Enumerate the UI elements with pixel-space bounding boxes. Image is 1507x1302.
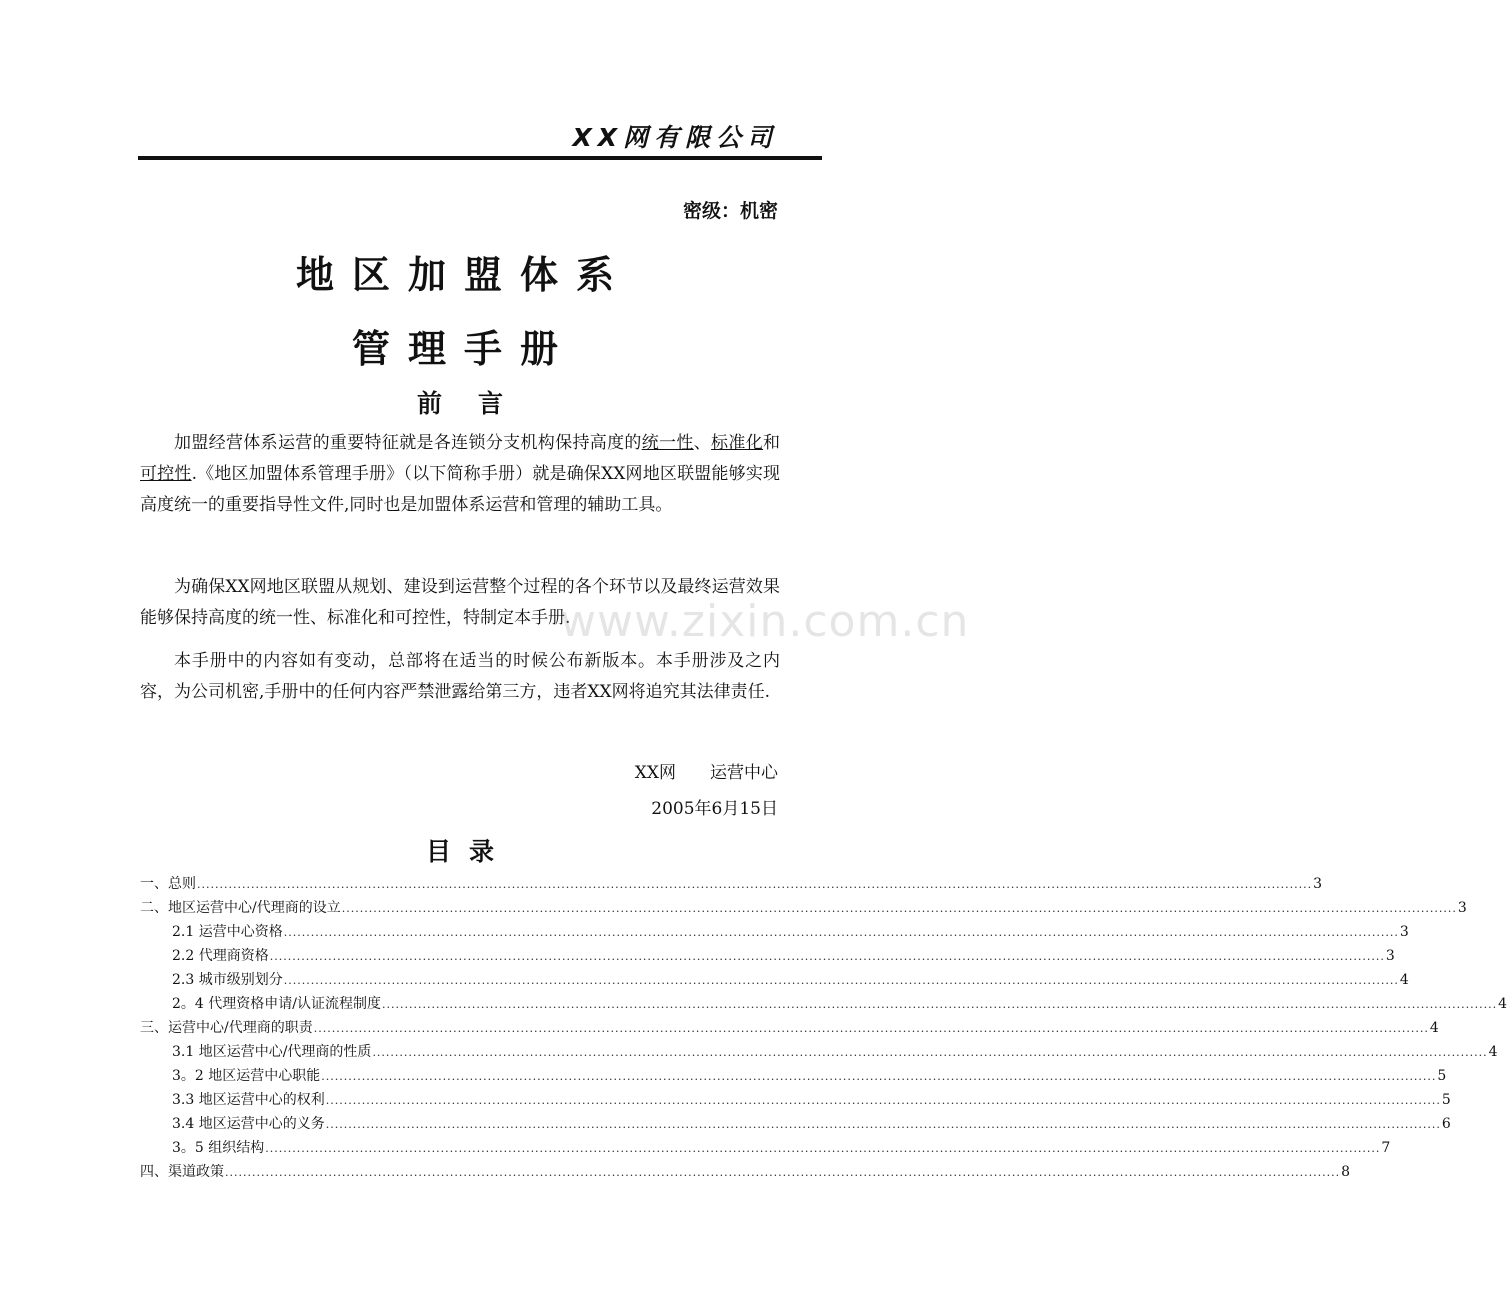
toc-entry[interactable] [140, 920, 1409, 944]
toc-entry-label: 3.4 地区运营中心的义务 [172, 1116, 325, 1132]
toc-leader-dots [342, 897, 1457, 921]
toc-leader-dots [284, 921, 1399, 945]
classification-label: 密级：机密 [682, 200, 778, 222]
toc-leader-dots [314, 1017, 1429, 1041]
toc-leader-dots [284, 969, 1399, 993]
toc-leader-dots [382, 993, 1497, 1017]
toc-entry[interactable] [140, 1136, 1391, 1160]
toc-entry-label: 3.1 地区运营中心/代理商的性质 [172, 1044, 372, 1060]
toc-entry-page: 6 [1441, 1116, 1451, 1132]
preface-paragraph-2: 为确保XX网地区联盟从规划、建设到运营整个过程的各个环节以及最终运营效果能够保持高度的统一性、标准化和可控性，特制定本手册. [140, 577, 780, 628]
toc-entry[interactable] [140, 896, 1467, 920]
toc-entry-label: 2.1 运营中心资格 [172, 924, 283, 940]
preface-paragraph-3: 本手册中的内容如有变动，总部将在适当的时候公布新版本。本手册涉及之内容，为公司机密,手册中的任何内容严禁泄露给第三方，违者XX网将追究其法律责任. [140, 651, 780, 702]
toc-leader-dots [225, 1161, 1340, 1185]
toc-entry[interactable] [140, 1112, 1451, 1136]
toc-entry-page: 3 [1313, 876, 1323, 892]
watermark: www.zixin.com.cn [560, 596, 970, 647]
signature-org: XX网 运营中心 [634, 763, 778, 783]
toc-entry-page: 4 [1498, 996, 1507, 1012]
toc-entry-label: 一、总则 [140, 876, 196, 892]
toc-entry[interactable] [140, 1160, 1351, 1184]
toc-leader-dots [326, 1113, 1441, 1137]
toc-entry-page: 3 [1399, 924, 1409, 940]
underlined-term: 可控性 [140, 464, 192, 484]
toc-entry-page: 4 [1429, 1020, 1439, 1036]
toc-entry[interactable] [140, 1088, 1451, 1112]
toc-entry-page: 3 [1457, 900, 1467, 916]
toc-entry[interactable] [140, 1040, 1498, 1064]
toc-leader-dots [265, 1137, 1380, 1161]
toc-entry-label: 2.3 城市级别划分 [172, 972, 283, 988]
toc-entry[interactable] [140, 1064, 1447, 1088]
toc-entry-page: 3 [1385, 948, 1395, 964]
document-title-line1: 地区加盟体系 [295, 253, 632, 297]
toc-entry-label: 三、运营中心/代理商的职责 [140, 1020, 313, 1036]
document-title-line2: 管理手册 [351, 327, 576, 371]
toc-entry-page: 8 [1341, 1164, 1351, 1180]
table-of-contents [140, 872, 1507, 1184]
underlined-term: 统一性 [641, 433, 694, 453]
signature-date: 2005年6月15日 [651, 799, 778, 819]
toc-entry[interactable] [140, 1016, 1439, 1040]
toc-entry[interactable] [140, 944, 1395, 968]
underlined-term: 标准化 [711, 433, 764, 453]
toc-leader-dots [270, 945, 1385, 969]
toc-entry-page: 4 [1399, 972, 1409, 988]
toc-leader-dots [321, 1065, 1436, 1089]
toc-entry[interactable] [140, 872, 1323, 896]
toc-entry-label: 二、地区运营中心/代理商的设立 [140, 900, 341, 916]
toc-entry-label: 3.3 地区运营中心的权利 [172, 1092, 325, 1108]
toc-entry-page: 4 [1488, 1044, 1498, 1060]
company-name: XX网有限公司 [572, 123, 778, 152]
preface-heading: 前言 [416, 389, 539, 418]
toc-entry-label: 2。4 代理资格申请/认证流程制度 [172, 996, 381, 1012]
toc-entry[interactable] [140, 992, 1507, 1016]
toc-entry-label: 3。5 组织结构 [172, 1140, 265, 1156]
toc-entry-page: 5 [1441, 1092, 1451, 1108]
toc-entry-page: 5 [1437, 1068, 1447, 1084]
toc-heading: 目录 [425, 837, 512, 866]
toc-leader-dots [197, 873, 1312, 897]
header-rule [138, 156, 822, 160]
toc-entry-label: 2.2 代理商资格 [172, 948, 269, 964]
toc-entry[interactable] [140, 968, 1409, 992]
toc-leader-dots [326, 1089, 1441, 1113]
toc-leader-dots [372, 1041, 1487, 1065]
preface-paragraph-1: 加盟经营体系运营的重要特征就是各连锁分支机构保持高度的统一性、标准化和可控性.《地区加盟体系管理手册》（以下简称手册）就是确保XX网地区联盟能够实现高度统一的重要指导性文件,同时也是加盟体系运营和管理的辅助工具。 [140, 433, 781, 515]
toc-entry-label: 四、渠道政策 [140, 1164, 224, 1180]
toc-entry-label: 3。2 地区运营中心职能 [172, 1068, 321, 1084]
toc-entry-page: 7 [1381, 1140, 1391, 1156]
